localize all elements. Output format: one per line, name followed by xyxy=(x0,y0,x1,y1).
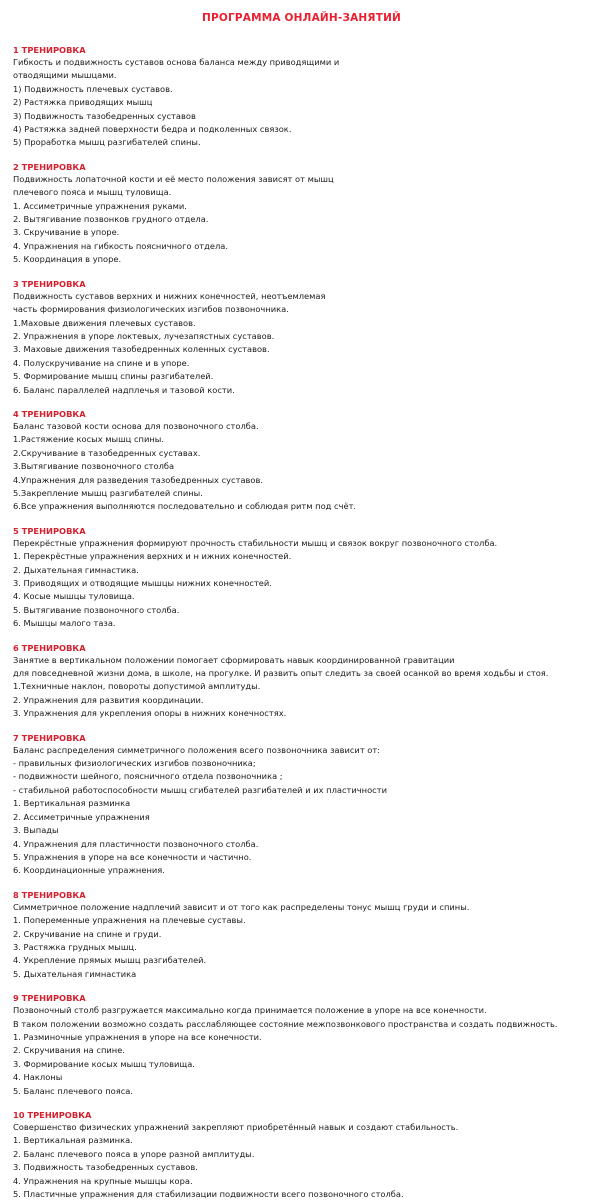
section-line: плечевого пояса и мышц туловища. xyxy=(13,187,172,198)
section-title: 9 ТРЕНИРОВКА xyxy=(13,993,86,1004)
section-line: для повседневной жизни дома, в школе, на прогулке. И развить опыт следить за своей осанкой во время ходьбы и стоя. xyxy=(13,668,549,679)
section-title: 4 ТРЕНИРОВКА xyxy=(13,408,86,419)
section-line: 2.Скручивание в тазобедренных суставах. xyxy=(13,447,201,458)
section-line: 5. Упражнения в упоре на все конечности и частично. xyxy=(13,851,252,862)
training-section-2 xyxy=(13,161,590,267)
section-line: отводящими мышцами. xyxy=(13,70,117,81)
section-line: 5. Координация в упоре. xyxy=(13,254,122,265)
section-title: 1 ТРЕНИРОВКА xyxy=(13,45,86,55)
section-line: 3.Вытягивание позвоночного столба xyxy=(13,461,175,472)
section-line: 4. Косые мышцы туловища. xyxy=(13,591,135,602)
section-line: 5. Баланс плечевого пояса. xyxy=(13,1085,133,1096)
section-line: 1. Ассиметричные упражнения руками. xyxy=(13,200,187,211)
section-line: 3) Подвижность тазобедренных суставов xyxy=(13,110,196,121)
section-line: 1. Перекрёстные упражнения верхних и н ижних конечностей. xyxy=(13,551,292,562)
section-line: 6. Координационные упражнения. xyxy=(13,865,165,876)
training-section-7 xyxy=(13,732,590,878)
section-line: 5. Формирование мышц спины разгибателей. xyxy=(13,371,214,382)
section-line: 3. Упражнения для укрепления опоры в нижних конечностях. xyxy=(13,708,287,719)
section-line: Перекрёстные упражнения формируют прочность стабильности мышц и связок вокруг позвоночного столба. xyxy=(13,537,498,548)
section-line: 1. Вертикальная разминка. xyxy=(13,1135,133,1146)
section-line: 5. Вытягивание позвоночного столба. xyxy=(13,604,180,615)
section-line: 3. Растяжка грудных мышц. xyxy=(13,941,137,952)
section-line: 3. Выпады xyxy=(13,825,59,836)
section-line: Баланс тазовой кости основа для позвоночного столба. xyxy=(13,420,259,431)
section-line: 2. Ассиметричные упражнения xyxy=(13,811,150,822)
section-line: 5.Закрепление мышц разгибателей спины. xyxy=(13,487,203,498)
section-line: 6. Мышцы малого таза. xyxy=(13,618,116,629)
section-line: 3. Маховые движения тазобедренных коленных суставов. xyxy=(13,344,270,355)
section-line: 4. Укрепление прямых мышц разгибателей. xyxy=(13,955,207,966)
section-title: 2 ТРЕНИРОВКА xyxy=(13,161,86,172)
section-line: 2. Упражнения в упоре локтевых, лучезапястных суставов. xyxy=(13,330,275,341)
section-line: 2) Растяжка приводящих мышц xyxy=(13,97,153,108)
section-line: 3. Приводящих и отводящие мышцы нижних конечностей. xyxy=(13,578,272,588)
section-line: Занятие в вертикальном положении помогает сформировать навык координированной гравитации xyxy=(13,654,455,665)
section-line: - правильных физиологических изгибов позвоночника; xyxy=(13,758,256,769)
section-line: 1. Вертикальная разминка xyxy=(13,798,131,809)
section-line: 6.Все упражнения выполняются последовательно и соблюдая ритм под счёт. xyxy=(13,501,357,512)
section-title: 7 ТРЕНИРОВКА xyxy=(13,732,86,743)
training-section-10 xyxy=(13,1109,590,1201)
section-line: 4.Упражнения для разведения тазобедренных суставов. xyxy=(13,474,264,485)
section-line: 5) Проработка мышц разгибателей спины. xyxy=(13,137,201,148)
training-section-8 xyxy=(13,889,590,981)
training-section-9 xyxy=(13,992,590,1098)
section-line: В таком положении возможно создать расслабляющее состояние межпозвонкового пространства и создать подвижность. xyxy=(13,1018,558,1029)
section-line: 4. Упражнения на крупные мышцы кора. xyxy=(13,1175,193,1186)
section-line: 1.Техничные наклон, повороты допустимой амплитуды. xyxy=(13,681,261,692)
section-line: 1.Растяжение косых мышц спины. xyxy=(13,434,164,445)
section-line: Позвоночный столб разгружается максимально когда принимается положение в упоре на все конечности. xyxy=(13,1005,487,1016)
section-line: 5. Пластичные упражнения для стабилизации подвижности всего позвоночного столба. xyxy=(13,1189,404,1200)
section-line: 2. Дыхательная гимнастика. xyxy=(13,564,139,575)
section-line: Подвижность лопаточной кости и её место положения зависят от мышц xyxy=(13,173,334,184)
section-line: 4. Полускручивание на спине и в упоре. xyxy=(13,357,190,368)
section-line: 1) Подвижность плечевых суставов. xyxy=(13,83,173,94)
section-line: - стабильной работоспособности мышц сгибателей разгибателей и их пластичности xyxy=(13,784,387,795)
section-line: 2. Скручивания на спине. xyxy=(13,1045,125,1056)
training-section-1 xyxy=(13,44,590,150)
section-title: 8 ТРЕНИРОВКА xyxy=(13,889,86,900)
section-line: 2. Скручивание на спине и груди. xyxy=(13,928,162,939)
section-line: 3. Формирование косых мышц туловища. xyxy=(13,1058,195,1069)
section-line: 4. Упражнения на гибкость поясничного отдела. xyxy=(13,240,228,251)
section-line: часть формирования физиологических изгибов позвоночника. xyxy=(13,304,289,315)
section-line: - подвижности шейного, поясничного отдела позвоночника ; xyxy=(13,771,283,782)
section-line: 2. Баланс плечевого пояса в упоре разной амплитуды. xyxy=(13,1148,255,1159)
section-line: 4) Растяжка задней поверхности бедра и подколенных связок. xyxy=(13,124,292,135)
section-line: 1.Маховые движения плечевых суставов. xyxy=(13,317,196,328)
section-line: 1. Разминочные упражнения в упоре на все конечности. xyxy=(13,1031,262,1042)
section-title: 10 ТРЕНИРОВКА xyxy=(13,1110,92,1120)
training-section-4 xyxy=(13,408,590,514)
page-title: ПРОГРАММА ОНЛАЙН-ЗАНЯТИЙ xyxy=(201,12,402,24)
section-title: 6 ТРЕНИРОВКА xyxy=(13,642,86,653)
training-section-3 xyxy=(13,278,590,397)
section-line: Совершенство физических упражнений закрепляют приобретённый навык и создают стабильность. xyxy=(13,1122,459,1132)
section-title: 3 ТРЕНИРОВКА xyxy=(13,278,86,289)
section-line: 3. Скручивание в упоре. xyxy=(13,227,120,238)
section-line: Баланс распределения симметричного положения всего позвоночника зависит от: xyxy=(13,744,381,755)
section-line: 2. Вытягивание позвонков грудного отдела. xyxy=(13,214,209,225)
section-line: 4. Упражнения для пластичности позвоночного столба. xyxy=(13,838,259,849)
section-line: 3. Подвижность тазобедренных суставов. xyxy=(13,1162,198,1173)
section-line: 5. Дыхательная гимнастика xyxy=(13,968,137,979)
section-line: 6. Баланс параллелей надплечья и тазовой кости. xyxy=(13,384,235,395)
training-section-5 xyxy=(13,525,590,631)
section-line: 4. Наклоны xyxy=(13,1072,63,1083)
training-section-6 xyxy=(13,642,590,721)
section-line: Симметричное положение надплечий зависит и от того как распределены тонус мышц груди и спины. xyxy=(13,901,470,912)
section-line: Гибкость и подвижность суставов основа баланса между приводящими и xyxy=(13,57,340,67)
section-line: Подвижность суставов верхних и нижних конечностей, неотъемлемая xyxy=(13,290,326,301)
sections-list xyxy=(13,44,590,1201)
section-line: 1. Попеременные упражнения на плечевые суставы. xyxy=(13,915,246,926)
section-title: 5 ТРЕНИРОВКА xyxy=(13,525,86,536)
section-line: 2. Упражнения для развития координации. xyxy=(13,694,204,705)
